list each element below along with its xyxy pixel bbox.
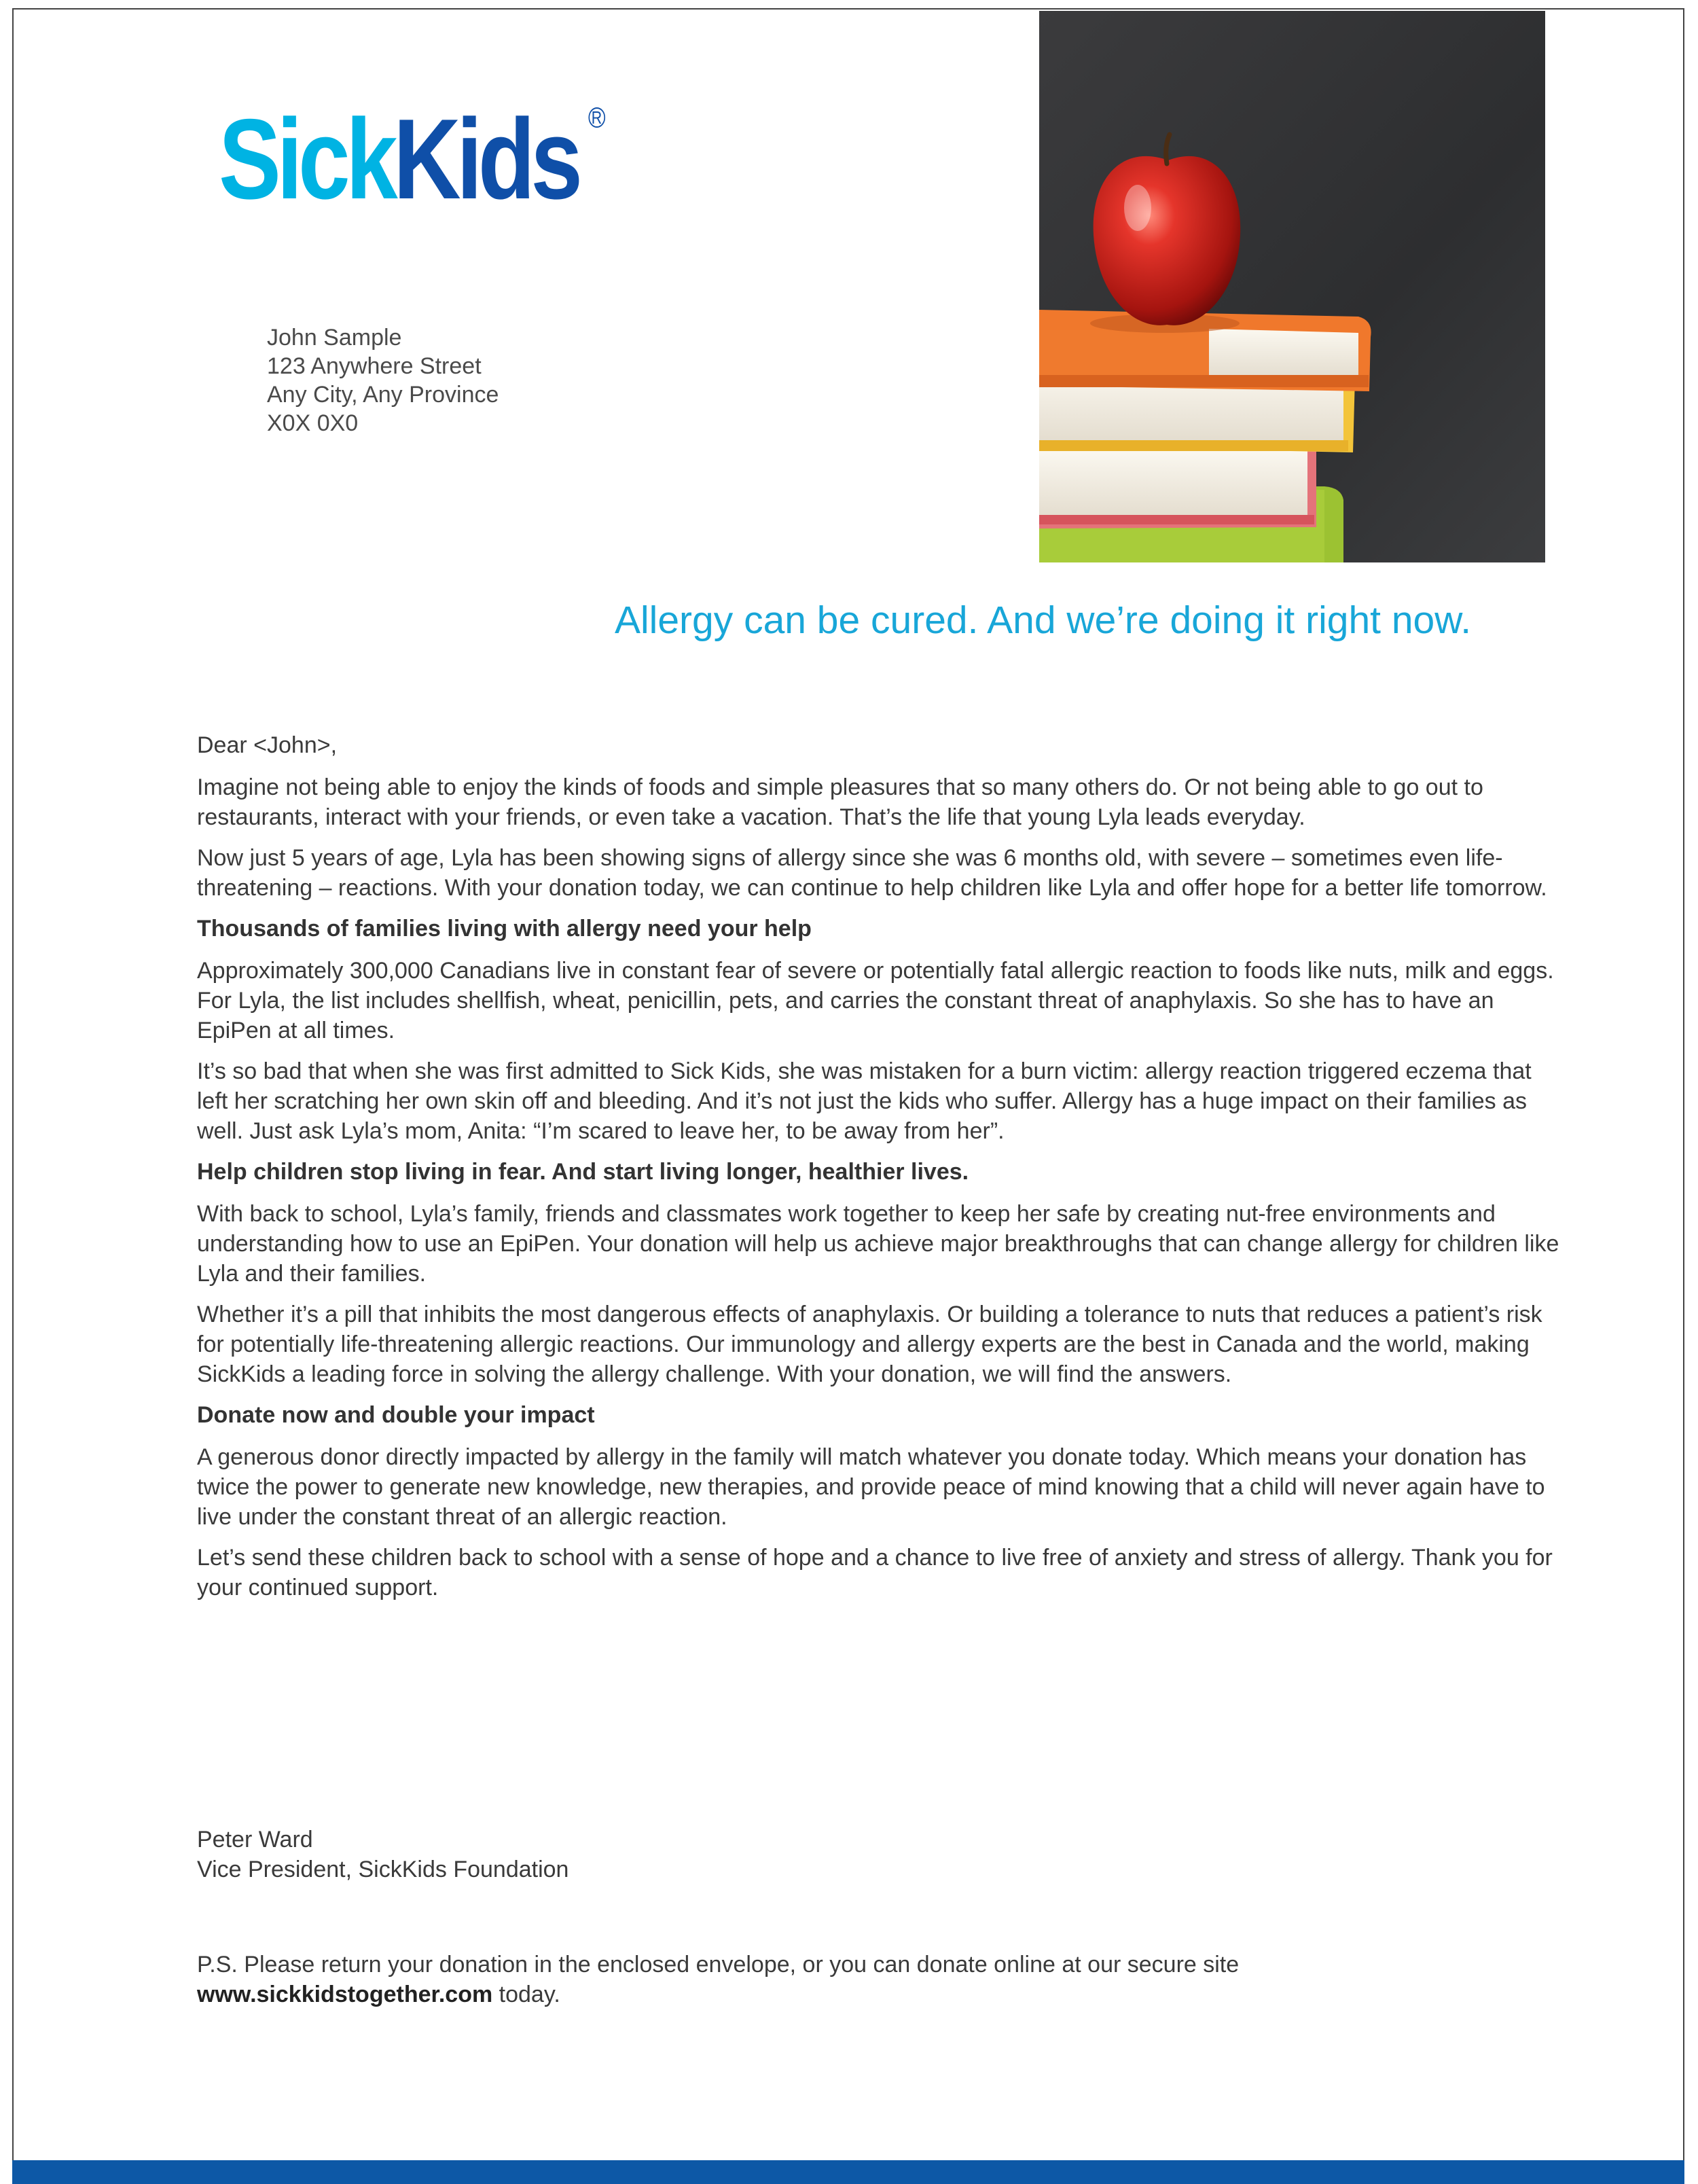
address-city: Any City, Any Province bbox=[267, 382, 499, 408]
paragraph-3: Approximately 300,000 Canadians live in constant fear of severe or potentially fatal allergic reaction to foods like nuts, milk and eggs. For Lyla, the list includes shellfish, wheat, penicillin, pets, and carries the constant threat of anaphylaxis. So she has to have an EpiPen at all times. bbox=[197, 958, 1554, 1043]
paragraph-5: With back to school, Lyla’s family, friends and classmates work together to keep her safe by creating nut-free environments and understanding how to use an EpiPen. Your donation will help us achieve major breakthroughs that can change allergy for children like Lyla and their families. bbox=[197, 1201, 1559, 1287]
letter-body bbox=[197, 730, 1562, 1613]
footer-bar bbox=[12, 2160, 1684, 2184]
registered-mark-icon: R bbox=[588, 107, 605, 128]
ps-text: P.S. Please return your donation in the enclosed envelope, or you can donate online at our secure site bbox=[197, 1952, 1240, 1977]
signer-name: Peter Ward bbox=[197, 1827, 313, 1852]
paragraph-7: A generous donor directly impacted by allergy in the family will match whatever you donate today. Which means your donation has twice the power to generate new knowledge, new therapies, and provide peace of mind knowing that a child will never again have to live under the constant threat of an allergic reaction. bbox=[197, 1444, 1545, 1530]
paragraph-8: Let’s send these children back to school with a sense of hope and a chance to live free of anxiety and stress of allergy. Thank you for your continued support. bbox=[197, 1545, 1553, 1600]
postscript bbox=[197, 1950, 1284, 2009]
address-name: John Sample bbox=[267, 325, 402, 351]
sickkids-logo bbox=[219, 95, 602, 223]
ps-text-end: today. bbox=[492, 1982, 560, 2007]
headline: Allergy can be cured. And we’re doing it right now. bbox=[615, 598, 1472, 642]
paragraph-1: Imagine not being able to enjoy the kinds of foods and simple pleasures that so many others do. Or not being able to go out to restaurants, interact with your friends, or even take a vacation. That’s the life that young Lyla leads everyday. bbox=[197, 774, 1483, 830]
logo-kids: Kids bbox=[393, 95, 579, 223]
logo-sick: Sick bbox=[219, 95, 394, 223]
paragraph-4: It’s so bad that when she was first admitted to Sick Kids, she was mistaken for a burn victim: allergy reaction triggered eczema that left her scratching her own skin off and bleeding. And it’s not just the kids who suffer. Allergy has a huge impact on their families as well. Just ask Lyla’s mom, Anita: “I’m scared to leave her, to be away from her”. bbox=[197, 1058, 1532, 1144]
donation-url-link[interactable]: www.sickkidstogether.com bbox=[197, 1982, 493, 2007]
address-street: 123 Anywhere Street bbox=[267, 353, 482, 379]
apple-books-photo bbox=[1039, 11, 1545, 562]
greeting: Dear <John>, bbox=[197, 732, 338, 758]
paragraph-2: Now just 5 years of age, Lyla has been showing signs of allergy since she was 6 months old, with severe – sometimes even life-threatening – reactions. With your donation today, we can continue to help children like Lyla and offer hope for a better life tomorrow. bbox=[197, 845, 1547, 901]
apple-books-illustration bbox=[1039, 11, 1545, 562]
subhead-3: Donate now and double your impact bbox=[197, 1402, 595, 1428]
signature bbox=[197, 1825, 568, 1884]
signer-title: Vice President, SickKids Foundation bbox=[197, 1857, 569, 1882]
paragraph-6: Whether it’s a pill that inhibits the most dangerous effects of anaphylaxis. Or building a tolerance to nuts that reduces a patient’s risk for potentially life-threatening allergic reactions. Our immunology and allergy experts are the best in Canada and the world, making SickKids a leading force in solving the allergy challenge. With your donation, we will find the answers. bbox=[197, 1302, 1542, 1387]
recipient-address bbox=[267, 323, 499, 437]
subhead-2: Help children stop living in fear. And start living longer, healthier lives. bbox=[197, 1159, 969, 1185]
address-postal: X0X 0X0 bbox=[267, 410, 359, 436]
subhead-1: Thousands of families living with allergy need your help bbox=[197, 916, 812, 942]
